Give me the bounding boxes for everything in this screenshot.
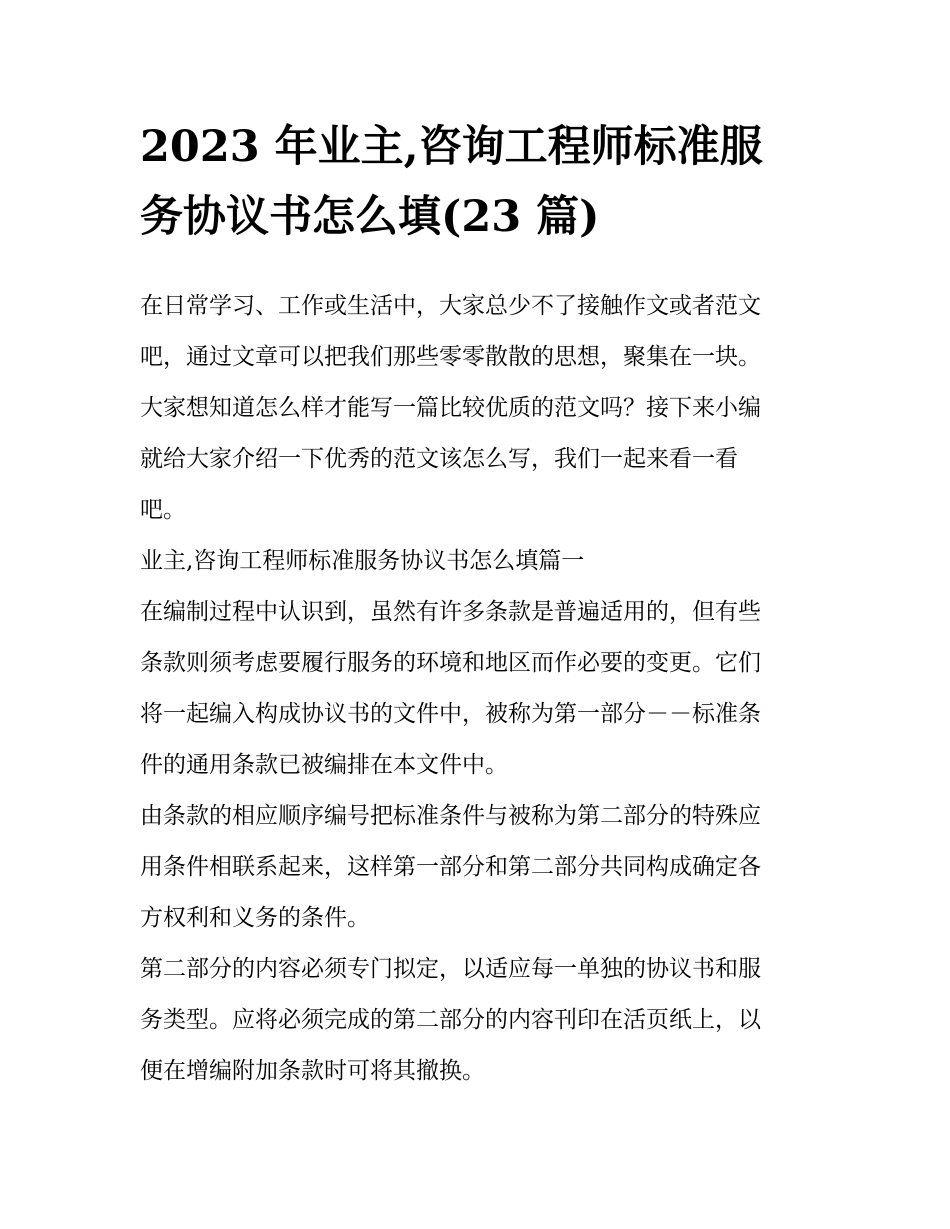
text-line: 大家想知道怎么样才能写一篇比较优质的范文吗？接下来小编 [140, 395, 761, 421]
text-line: 就给大家介绍一下优秀的范文该怎么写，我们一起来看一看 [140, 446, 738, 472]
text-line: 将一起编入构成协议书的文件中，被称为第一部分－－标准条 [140, 701, 761, 727]
text-line: 吧。 [140, 497, 186, 523]
text-line: 由条款的相应顺序编号把标准条件与被称为第二部分的特殊应 [140, 803, 761, 829]
text-line: 务类型。应将必须完成的第二部分的内容刊印在活页纸上，以 [140, 1007, 761, 1033]
document-title [140, 112, 820, 252]
text-line: 第二部分的内容必须专门拟定，以适应每一单独的协议书和服 [140, 956, 761, 982]
body-paragraph [140, 944, 820, 1097]
text-line: 便在增编附加条款时可将其撤换。 [140, 1058, 485, 1084]
section-heading [140, 536, 820, 587]
text-line: 在日常学习、工作或生活中，大家总少不了接触作文或者范文 [140, 293, 761, 319]
text-line: 在编制过程中认识到，虽然有许多条款是普遍适用的，但有些 [140, 599, 761, 625]
title-line-2: 务协议书怎么填(23 篇) [140, 192, 600, 242]
text-line: 吧，通过文章可以把我们那些零零散散的思想，聚集在一块。 [140, 344, 761, 370]
text-line: 业主,咨询工程师标准服务协议书怎么填篇一 [140, 548, 585, 574]
body-paragraph [140, 587, 820, 791]
intro-paragraph [140, 281, 820, 536]
text-line: 件的通用条款已被编排在本文件中。 [140, 752, 508, 778]
text-line: 用条件相联系起来，这样第一部分和第二部分共同构成确定各 [140, 854, 761, 880]
text-line: 条款则须考虑要履行服务的环境和地区而作必要的变更。它们 [140, 650, 761, 676]
body-paragraph [140, 791, 820, 944]
text-line: 方权利和义务的条件。 [140, 905, 370, 931]
title-line-1: 2023 年业主,咨询工程师标准服 [140, 122, 763, 172]
document-body [140, 281, 820, 1097]
